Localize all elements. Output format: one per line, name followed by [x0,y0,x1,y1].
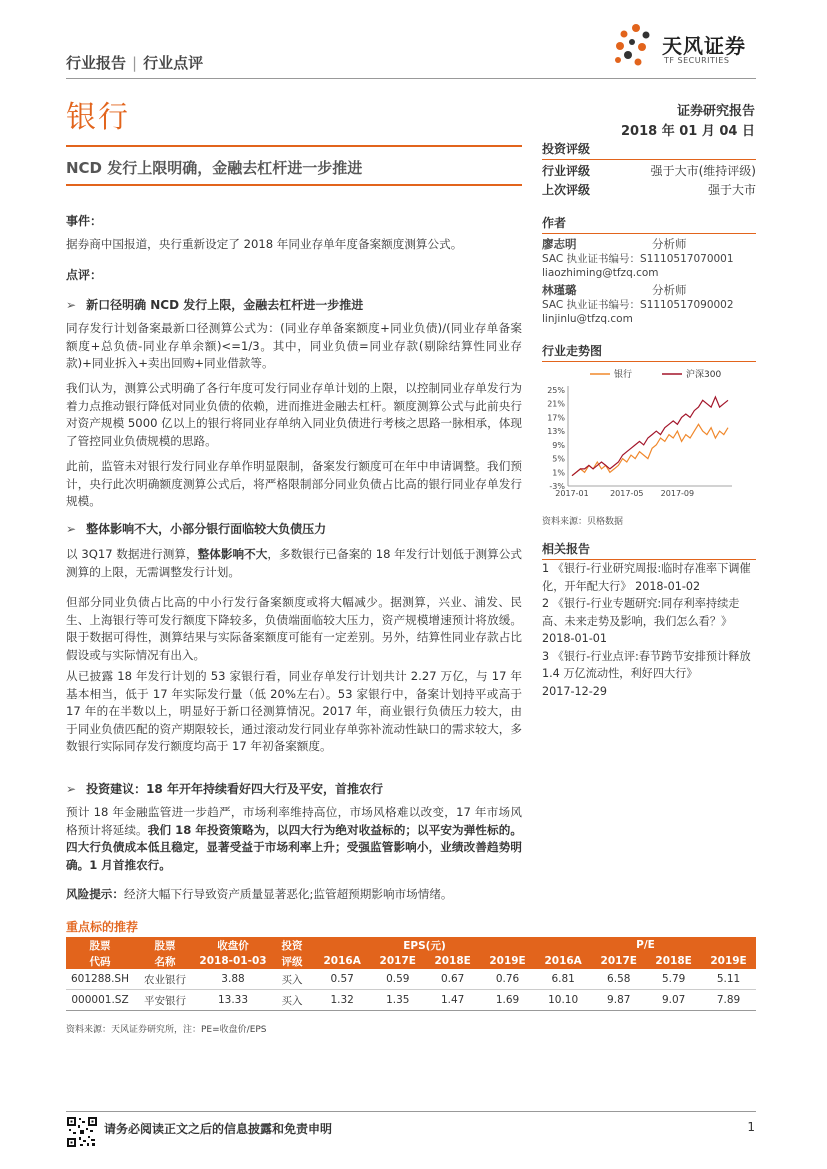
table-cell: 平安银行 [134,990,196,1011]
bullet-heading [66,780,383,797]
table-header-cell: 2018E [646,953,701,969]
table-cell: 9.07 [646,990,701,1011]
trend-heading: 行业走势图 [542,342,756,362]
comment-label: 点评： [66,268,103,282]
separator: | [132,54,138,72]
x-tick-label: 2017-05 [610,489,644,498]
author-email[interactable]: liaozhiming@tfzq.com [542,267,659,279]
table-header-cell: 2016A [314,953,370,969]
series-line-hs300 [572,397,728,476]
y-tick-label: 5% [552,454,565,464]
paragraph: 同存发行计划备案最新口径测算公式为：(同业存单备案额度+同业负债)/(同业存单备案额度+总负债-同业存单余额)<=1/3。其中，同业负债=同业存款(剔除结算性同业存款)+同业拆入+卖出回购+同业借款等。 [66,321,522,371]
related-date: 2018-01-01 [542,632,608,645]
table-cell: 000001.SZ [66,990,134,1011]
table-cell: 13.33 [196,990,270,1011]
table-cell: 601288.SH [66,969,134,990]
table-cell: 1.47 [425,990,480,1011]
table-cell: 5.79 [646,969,701,990]
related-title[interactable]: 2 《银行-行业专题研究:同存利率持续走高、未来走势及影响，我们怎么看？》 [542,597,740,628]
table-cell: 7.89 [701,990,756,1011]
prev-rating-value: 强于大市 [707,183,756,197]
author-role: 分析师 [652,283,687,297]
related-title[interactable]: 3 《银行-行业点评:春节跨节安排预计释放 1.4 万亿流动性，利好四大行》 [542,649,751,680]
bullet-arrow-icon: ➢ [66,782,77,796]
author-cert: SAC 执业证书编号：S1110517070001 [542,253,734,265]
table-cell: 0.67 [425,969,480,990]
related-list [542,560,756,700]
table-header-cell: 投资 [270,937,314,953]
paragraph [66,546,522,581]
table-cell: 买入 [270,990,314,1011]
rating-heading: 投资评级 [542,140,756,160]
table-cell: 3.88 [196,969,270,990]
report-type-label: 行业报告 [66,54,127,72]
document-title: NCD 发行上限明确，金融去杠杆进一步推进 [66,159,363,177]
author-email[interactable]: linjinlu@tfzq.com [542,313,633,325]
author-role: 分析师 [652,237,687,251]
title-rule-bottom [66,184,522,186]
bullet-arrow-icon: ➢ [66,522,77,536]
author-cert: SAC 执业证书编号：S1110517090002 [542,299,734,311]
table-cell: 买入 [270,969,314,990]
table-header-cell: 2019E [480,953,535,969]
rating-value: 强于大市(维持评级) [650,164,756,178]
legend-label: 银行 [614,370,633,380]
table-header-cell: 股票 [66,937,134,953]
disclaimer-link[interactable]: 请务必阅读正文之后的信息披露和免责申明 [104,1122,333,1136]
paragraph: 我们认为，测算公式明确了各行年度可发行同业存单计划的上限，以控制同业存单发行为着力点推动银行降低对同业负债的依赖，进而推进金融去杠杆。额度测算公式与此前央行对资产规模 5000 亿以上的银行将同业存单纳入同业负债进行考核之思路一脉相承，体现了管控同业负债规模的思路。 [66,381,522,448]
report-type [66,52,203,73]
table-cell: 0.57 [314,969,370,990]
table-cell: 1.35 [370,990,425,1011]
y-tick-label: 13% [547,427,565,437]
bullet-text: 投资建议：18 年开年持续看好四大行及平安，首推农行 [86,782,383,796]
bullet-arrow-icon: ➢ [66,298,77,312]
chart-source: 资料来源：贝格数据 [542,517,624,527]
table-cell: 6.81 [535,969,591,990]
paragraph: 从已披露 18 年发行计划的 53 家银行看，同业存单发行计划共计 2.27 万亿，与 17 年基本相当，低于 17 年实际发行量（低 20%左右）。53 家银行中，备案计划持平或高于 17 年的在半数以上，明显好于新口径测算情况。2017 年，商业银行负债压力较大，由于同业负债匹配的资产期限较长，通过滚动发行同业存单弥补流动性缺口的需求较大，多数银行实际同存发行额度均高于 17 年初备案额度。 [66,669,522,754]
related-item[interactable] [542,560,756,595]
y-tick-label: 25% [547,386,565,395]
table-cell: 9.87 [591,990,646,1011]
table-header-row [66,953,756,969]
table-cell: 0.76 [480,969,535,990]
text-run: 以 3Q17 数据进行测算， [66,547,198,561]
table-header-cell: 2017E [370,953,425,969]
related-title[interactable]: 1 《银行-行业研究周报:临时存准率下调催化，开年配大行》 [542,562,751,593]
bullet-heading [66,520,326,537]
table-header-cell: 2019E [701,953,756,969]
table-header-cell: 收盘价 [196,937,270,953]
report-subtype-label: 行业点评 [143,54,204,72]
trend-chart [540,364,754,504]
table-header-cell: 代码 [66,953,134,969]
author-name: 廖志明 [542,237,577,251]
rating-row [542,162,756,179]
table-cell: 0.59 [370,969,425,990]
table-header-cell: 2016A [535,953,591,969]
event-text: 据券商中国报道，央行重新设定了 2018 年同业存单年度备案额度测算公式。 [66,237,463,251]
table-cell: 农业银行 [134,969,196,990]
author-heading: 作者 [542,214,756,234]
header-divider [66,78,756,79]
author-block [542,282,756,342]
logo-subtitle: TF SECURITIES [664,56,730,65]
table-header-row [66,937,756,953]
qr-code-icon [66,1116,98,1148]
table-cell: 5.11 [701,969,756,990]
related-date: 2017-12-29 [542,684,608,698]
logo-icon [610,22,660,70]
y-tick-label: 1% [552,468,565,478]
table-header-cell: 名称 [134,953,196,969]
table-title: 重点标的推荐 [66,920,139,934]
table-header-cell: 2017E [591,953,646,969]
table-row [66,969,756,990]
related-heading: 相关报告 [542,540,756,560]
related-item[interactable] [542,648,756,701]
y-tick-label: -3% [549,482,565,491]
text-run: ，多数银行已备案的 18 年发行计划低于测算公式测算的上限，无需调整发行计划。 [66,547,522,579]
recommendation-table [66,937,756,1011]
rating-label: 行业评级 [542,164,591,178]
table-cell: 10.10 [535,990,591,1011]
risk-label: 风险提示： [66,887,124,901]
paragraph [66,804,522,874]
author-name: 林瑾璐 [542,283,577,297]
report-date: 2018 年 01 月 04 日 [621,124,755,139]
bullet-text: 整体影响不大，小部分银行面临较大负债压力 [86,522,327,536]
table-source: 资料来源：天风证券研究所，注：PE=收盘价/EPS [66,1025,267,1035]
bullet-heading [66,296,363,313]
table-cell: 1.69 [480,990,535,1011]
y-tick-label: 21% [547,399,565,409]
table-cell: 1.32 [314,990,370,1011]
related-item[interactable] [542,595,756,648]
footer-divider [66,1111,756,1112]
text-emphasis: 我们 18 年投资策略为，以四大行为绝对收益标的；以平安为弹性标的。四大行负债成本低且稳定，显著受益于市场利率上升；受强监管影响小，业绩改善趋势明确。1 月首推农行。 [66,822,522,872]
y-tick-label: 9% [552,440,565,450]
text-emphasis: 整体影响不大 [197,547,268,561]
table-row [66,990,756,1011]
paragraph: 此前，监管未对银行发行同业存单作明显限制，备案发行额度可在年中申请调整。我们预计，央行此次明确额度测算公式后，将严格限制部分同业负债占比高的银行同业存单发行规模。 [66,459,522,509]
sector-title: 银行 [66,100,130,135]
y-tick-label: 17% [547,413,565,423]
table-header-cell: EPS(元) [314,937,535,953]
logo-name: 天风证券 [662,34,746,58]
page-number: 1 [747,1120,755,1134]
table-header-cell: P/E [535,937,756,953]
x-tick-label: 2017-09 [660,489,695,498]
bullet-text: 新口径明确 NCD 发行上限，金融去杠杆进一步推进 [86,298,364,312]
prev-rating-row [542,181,756,198]
legend-label: 沪深300 [686,370,722,380]
table-header-cell: 股票 [134,937,196,953]
title-rule-top [66,145,522,147]
risk-paragraph [66,886,522,904]
table-cell: 6.58 [591,969,646,990]
event-label: 事件： [66,214,103,228]
table-header-cell: 评级 [270,953,314,969]
series-line-bank [572,424,728,475]
text-run: 预计 18 年金融监管进一步趋严，市场利率维持高位，市场风格难以改变，17 年市场风格预计将延续。 [66,805,522,837]
related-date: 2018-01-02 [635,579,701,593]
prev-rating-label: 上次评级 [542,183,591,197]
risk-text: 经济大幅下行导致资产质量显著恶化;监管超预期影响市场情绪。 [123,887,453,901]
table-header-cell: 2018-01-03 [196,953,270,969]
paragraph: 但部分同业负债占比高的中小行发行备案额度或将大幅减少。据测算，兴业、浦发、民生、上海银行等可发行额度下降较多，负债端面临较大压力，资产规模增速预计将放缓。限于数据可得性，测算结果与实际备案额度可能有一定差别。另外，结算性同业存款占比假设或与实际情况有出入。 [66,595,522,662]
x-tick-label: 2017-01 [555,489,589,498]
report-kind: 证券研究报告 [676,104,755,119]
table-header-cell: 2018E [425,953,480,969]
